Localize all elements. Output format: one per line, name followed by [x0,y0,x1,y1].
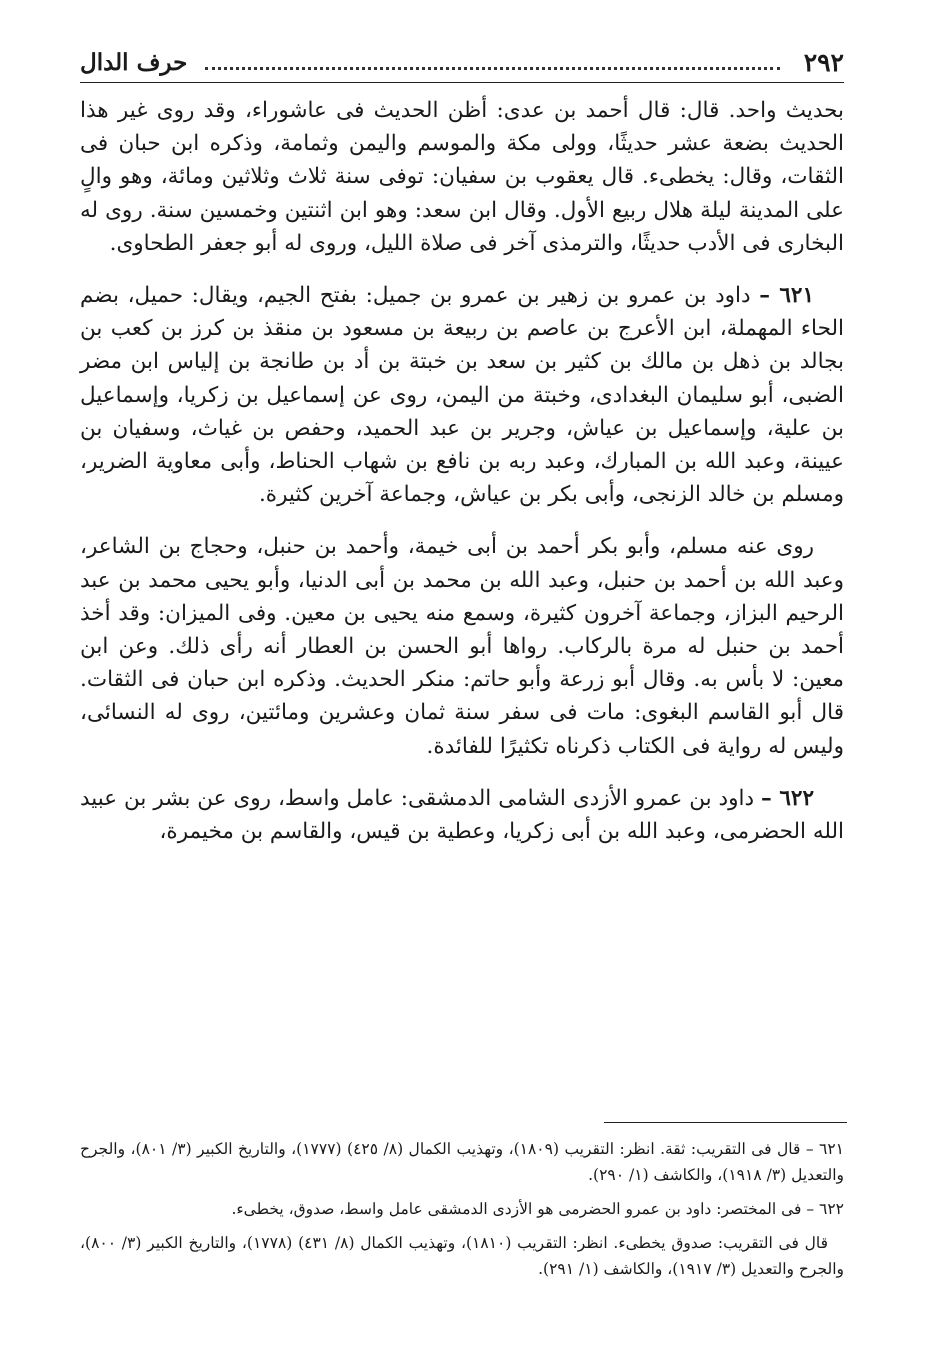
dotted-leader [205,55,779,70]
paragraph-narrators: روى عنه مسلم، وأبو بكر أحمد بن أبى خيمة، وأحمد بن حنبل، وحجاج بن الشاعر، وعبد الله بن أحمد بن حنبل، وعبد الله بن محمد بن أبى الدنيا، وأبو يحيى محمد بن عبد الرحيم البزاز، وجماعة آخرون كثيرة، وسمع منه يحيى بن معين. وفى الميزان: وقد أخذ أحمد بن حنبل له مرة بالركاب. رواها أبو الحسن بن العطار أنه رأى ذلك. وعن ابن معين: لا بأس به. وقال أبو زرعة وأبو حاتم: منكر الحديث. وذكره ابن حبان فى الثقات. قال أبو القاسم البغوى: مات فى سفر سنة ثمان وعشرين ومائتين، روى له النسائى، وليس له رواية فى الكتاب ذكرناه تكثيرًا للفائدة. [80,534,844,759]
entry-621 [80,279,844,511]
entry-622 [80,782,844,848]
entry-number-621: ٦٢١ – [759,283,814,309]
entry-622-text: داود بن عمرو الأزدى الشامى الدمشقى: عامل واسط، روى عن بشر بن عبيد الله الحضرمى، وعبد الله بن أبى زكريا، وعطية بن قيس، والقاسم بن مخيمرة، [80,785,844,845]
page-number: ٢٩٢ [803,47,844,77]
footnote-622: ٦٢٢ – فى المختصر: داود بن عمرو الحضرمى هو الأزدى الدمشقى عامل واسط، صدوق، يخطىء. [231,1200,844,1218]
page-header [80,42,844,83]
running-title: حرف الدال [80,48,188,76]
footnote-621: ٦٢١ – قال فى التقريب: ثقة. انظر: التقريب (١٨٠٩)، وتهذيب الكمال (٨/ ٤٢٥) (١٧٧٧)، والتاريخ الكبير (٣/ ٨٠١)، والجرح والتعديل (٣/ ١٩١٨)، والكاشف (١/ ٢٩٠). [80,1140,844,1184]
entry-621-text: داود بن عمرو بن زهير بن عمرو بن جميل: بفتح الجيم، ويقال: حميل، بضم الحاء المهملة، ابن الأعرج بن عاصم بن ربيعة بن مسعود بن منقذ بن كرز بن كعب بن بجالد بن ذهل بن مالك بن كثير بن سعد بن خبتة بن أد بن طانجة بن إلياس ابن مضر الضبى، أبو سليمان البغدادى، وخبتة من اليمن، روى عن إسماعيل بن زكريا، وإسماعيل بن علية، وإسماعيل بن عياش، وجرير بن عبد الحميد، وحفص بن غياث، وسفيان بن عيينة، وعبد الله بن المبارك، وعبد ربه بن نافع بن شهاب الحناط، وأبى معاوية الضرير، ومسلم بن خالد الزنجى، وأبى بكر بن عياش، وجماعة آخرين كثيرة. [80,283,844,508]
footnote-divider [604,1122,847,1123]
footnotes [80,1136,844,1290]
paragraph-continuation: بحديث واحد. قال: قال أحمد بن عدى: أظن الحديث فى عاشوراء، وقد روى غير هذا الحديث بضعة عشر حديثًا، وولى مكة والموسم واليمن وثمامة، وذكره ابن حبان فى الثقات، وقال: يخطىء. قال يعقوب بن سفيان: توفى سنة ثلاث وثلاثين ومائة، وهو والٍ على المدينة ليلة هلال ربيع الأول. وقال ابن سعد: وهو ابن اثنتين وخمسين سنة. روى له البخارى فى الأدب حديثًا، والترمذى آخر فى صلاة الليل، وروى له أبو جعفر الطحاوى. [80,98,844,256]
main-text [80,94,844,867]
entry-number-622: ٦٢٢ – [761,785,814,811]
footnote-622-continued: قال فى التقريب: صدوق يخطىء. انظر: التقريب (١٨١٠)، وتهذيب الكمال (٨/ ٤٣١) (١٧٧٨)، والتاريخ الكبير (٣/ ٨٠٠)، والجرح والتعديل (٣/ ١٩١٧)، والكاشف (١/ ٢٩١). [80,1234,844,1278]
